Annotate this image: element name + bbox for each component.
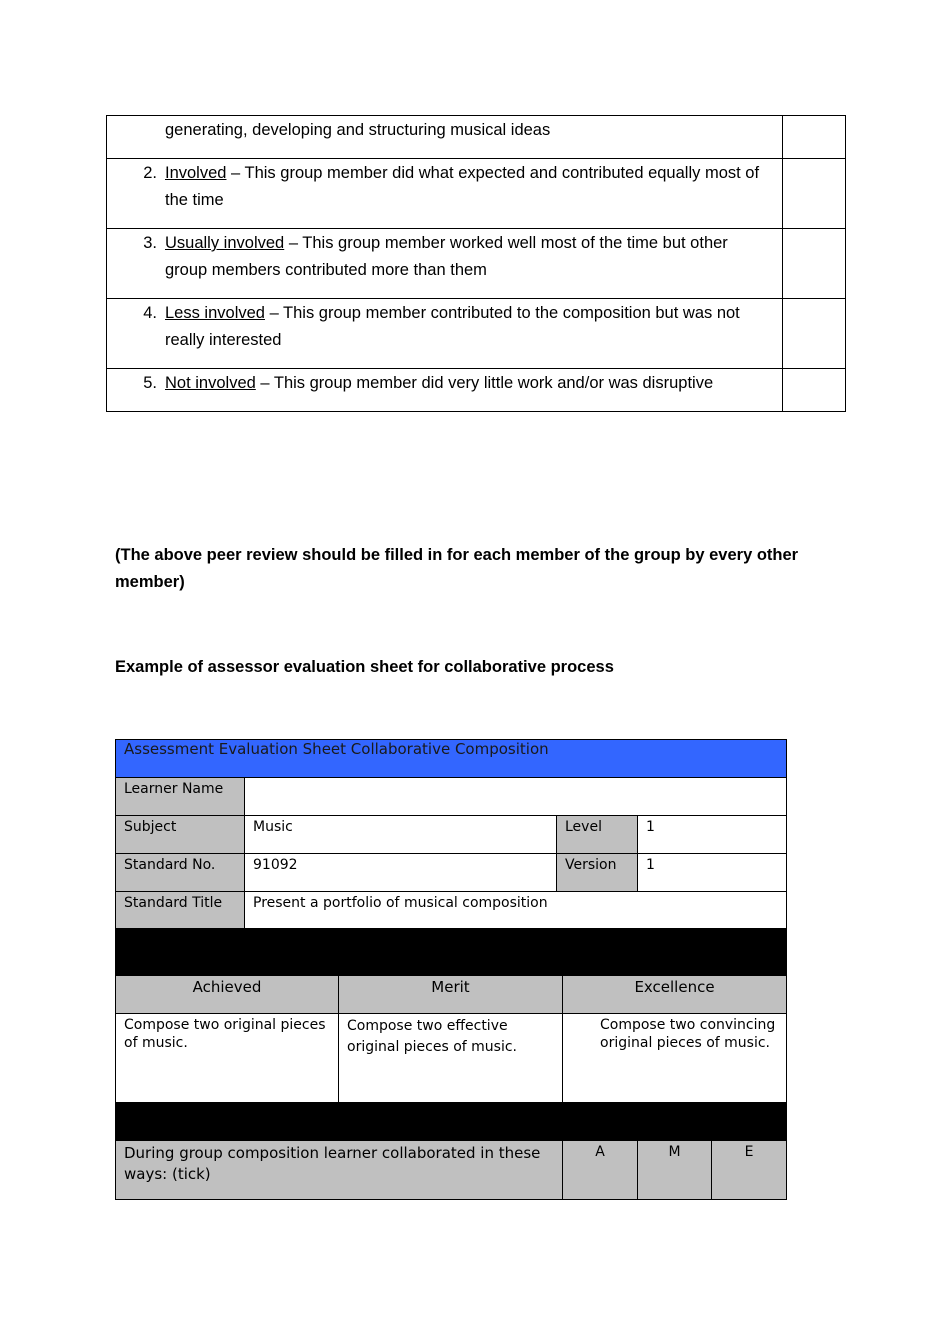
peer-review-table — [106, 115, 846, 412]
row-text: – This group member did very little work and/or was disruptive — [255, 374, 714, 392]
divider-bar — [115, 928, 787, 976]
standard-no-value: 91092 — [244, 853, 557, 892]
column-m-header[interactable]: M — [637, 1140, 712, 1200]
peer-review-description — [107, 229, 783, 299]
standard-title-value: Present a portfolio of musical composition — [244, 891, 787, 929]
peer-review-description — [107, 159, 783, 229]
row-number — [107, 117, 165, 144]
criteria-excellence: Compose two convincing original pieces of music. — [562, 1013, 787, 1103]
subject-label: Subject — [115, 815, 245, 854]
peer-review-row — [107, 116, 846, 159]
version-value: 1 — [637, 853, 787, 892]
peer-review-row — [107, 299, 846, 369]
peer-review-description — [107, 116, 783, 159]
level-value: 1 — [637, 815, 787, 854]
subject-value: Music — [244, 815, 557, 854]
row-text: – This group member worked well most of the time but other group members contributed more than them — [165, 234, 728, 279]
peer-review-row — [107, 229, 846, 299]
peer-review-tick-cell[interactable] — [783, 116, 846, 159]
divider-bar — [115, 1102, 787, 1141]
standard-no-label: Standard No. — [115, 853, 245, 892]
peer-review-description — [107, 369, 783, 412]
peer-review-tick-cell[interactable] — [783, 369, 846, 412]
grade-achieved-header: Achieved — [115, 975, 339, 1014]
peer-review-tick-cell[interactable] — [783, 159, 846, 229]
peer-review-note: (The above peer review should be filled in for each member of the group by every other member) — [115, 546, 799, 591]
level-label: Level — [556, 815, 638, 854]
criteria-merit: Compose two effective original pieces of music. — [338, 1013, 563, 1103]
column-a-header[interactable]: A — [562, 1140, 638, 1200]
peer-review-description — [107, 299, 783, 369]
sheet-title: Assessment Evaluation Sheet Collaborative Composition — [115, 739, 787, 778]
grade-merit-header: Merit — [338, 975, 563, 1014]
row-text: generating, developing and structuring musical ideas — [165, 121, 551, 139]
standard-title-label: Standard Title — [115, 891, 245, 929]
peer-review-row — [107, 369, 846, 412]
row-number: 3. — [143, 234, 157, 252]
peer-review-tick-cell[interactable] — [783, 299, 846, 369]
column-e-header[interactable]: E — [711, 1140, 787, 1200]
peer-review-tick-cell[interactable] — [783, 229, 846, 299]
criteria-achieved: Compose two original pieces of music. — [115, 1013, 339, 1103]
row-number: 4. — [143, 304, 157, 322]
assessment-evaluation-sheet — [115, 739, 787, 1200]
version-label: Version — [556, 853, 638, 892]
learner-name-label: Learner Name — [115, 777, 245, 816]
row-number: 2. — [143, 164, 157, 182]
section-heading: Example of assessor evaluation sheet for collaborative process — [115, 658, 614, 676]
row-term: Involved — [165, 164, 227, 182]
row-term: Not involved — [165, 374, 256, 392]
peer-review-row — [107, 159, 846, 229]
row-text: – This group member contributed to the composition but was not really interested — [165, 304, 740, 349]
learner-name-field[interactable] — [244, 777, 787, 816]
row-term: Usually involved — [165, 234, 285, 252]
row-text: – This group member did what expected and contributed equally most of the time — [165, 164, 760, 209]
row-number: 5. — [143, 374, 157, 392]
row-term: Less involved — [165, 304, 265, 322]
collaboration-label: During group composition learner collaborated in these ways: (tick) — [115, 1140, 563, 1200]
grade-excellence-header: Excellence — [562, 975, 787, 1014]
